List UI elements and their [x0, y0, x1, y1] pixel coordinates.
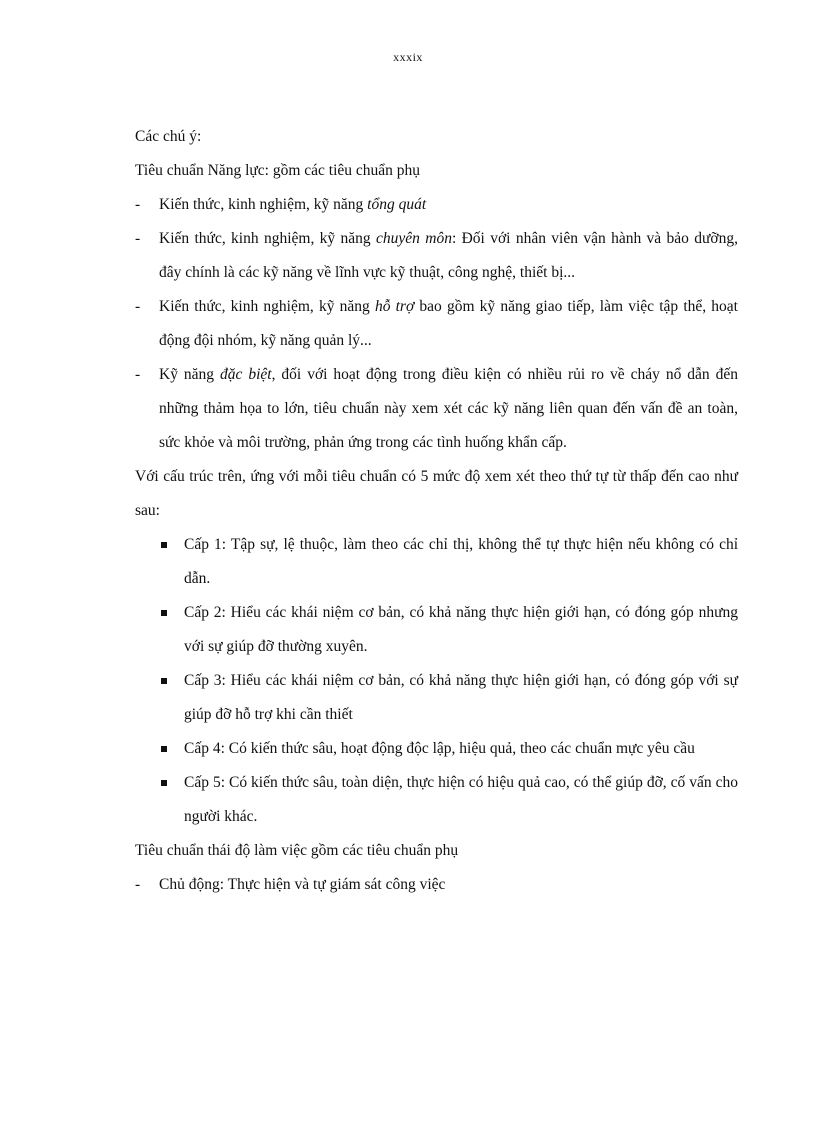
item-emphasis: hỗ trợ — [374, 298, 415, 315]
item-text: Kiến thức, kinh nghiệm, kỹ năng — [159, 298, 375, 315]
level-text: Cấp 1: Tập sự, lệ thuộc, làm theo các chỉ thị, không thể tự thực hiện nếu không có chỉ dẫn. — [184, 536, 738, 587]
dash-marker: - — [135, 366, 141, 383]
item-text: Kỹ năng — [159, 366, 220, 383]
level-item-4 — [159, 732, 738, 766]
level-text: Cấp 3: Hiểu các khái niệm cơ bản, có khả năng thực hiện giới hạn, có đóng góp với sự giúp đỡ hỗ trợ khi cần thiết — [184, 672, 738, 723]
competency-item-support — [135, 290, 738, 358]
square-bullet-icon — [161, 678, 167, 684]
square-bullet-icon — [161, 746, 167, 752]
page-content — [135, 120, 738, 902]
dash-marker: - — [135, 298, 141, 315]
level-text: Cấp 4: Có kiến thức sâu, hoạt động độc lập, hiệu quả, theo các chuẩn mực yêu cầu — [184, 740, 695, 757]
square-bullet-icon — [161, 610, 167, 616]
level-item-2 — [159, 596, 738, 664]
item-text: Kiến thức, kinh nghiệm, kỹ năng — [159, 196, 368, 213]
notes-heading: Các chú ý: — [135, 128, 202, 145]
item-text-after: bao gồm kỹ năng giao tiếp, làm việc tập thể, hoạt động đội nhóm, kỹ năng quản lý... — [159, 298, 738, 349]
item-emphasis: đặc biệt — [220, 366, 272, 383]
item-emphasis: tổng quát — [367, 196, 427, 213]
competency-item-general — [135, 188, 738, 222]
square-bullet-icon — [161, 542, 167, 548]
dash-marker: - — [135, 230, 141, 247]
dash-marker: - — [135, 196, 141, 213]
level-text: Cấp 2: Hiểu các khái niệm cơ bản, có khả năng thực hiện giới hạn, có đóng góp nhưng với sự giúp đỡ thường xuyên. — [184, 604, 738, 655]
square-bullet-icon — [161, 780, 167, 786]
item-text: Chủ động: Thực hiện và tự giám sát công việc — [159, 876, 446, 893]
level-item-1 — [159, 528, 738, 596]
level-item-5 — [159, 766, 738, 834]
attitude-intro: Tiêu chuẩn thái độ làm việc gồm các tiêu chuẩn phụ — [135, 842, 459, 859]
competency-intro: Tiêu chuẩn Năng lực: gồm các tiêu chuẩn phụ — [135, 162, 421, 179]
dash-marker: - — [135, 876, 141, 893]
page-number: xxxix — [393, 50, 423, 64]
item-text-after: , đối với hoạt động trong điều kiện có nhiều rủi ro về cháy nổ dẫn đến những thảm họa to lớn, tiêu chuẩn này xem xét các kỹ năng liên quan đến vấn đề an toàn, sức khỏe và môi trường, phản ứng trong các tình huống khẩn cấp. — [159, 366, 739, 451]
level-text: Cấp 5: Có kiến thức sâu, toàn diện, thực hiện có hiệu quả cao, có thể giúp đỡ, cố vấn cho người khác. — [184, 774, 738, 825]
levels-intro: Với cấu trúc trên, ứng với mỗi tiêu chuẩn có 5 mức độ xem xét theo thứ tự từ thấp đến cao như sau: — [135, 468, 738, 519]
level-item-3 — [159, 664, 738, 732]
competency-item-special — [135, 358, 738, 460]
competency-item-specialized — [135, 222, 738, 290]
attitude-item-proactive — [135, 868, 738, 902]
item-text-after: : Đối với nhân viên vận hành và bảo dưỡng, đây chính là các kỹ năng về lĩnh vực kỹ thuật, công nghệ, thiết bị... — [159, 230, 738, 281]
item-text: Kiến thức, kinh nghiệm, kỹ năng — [159, 230, 377, 247]
item-emphasis: chuyên môn — [376, 230, 452, 247]
